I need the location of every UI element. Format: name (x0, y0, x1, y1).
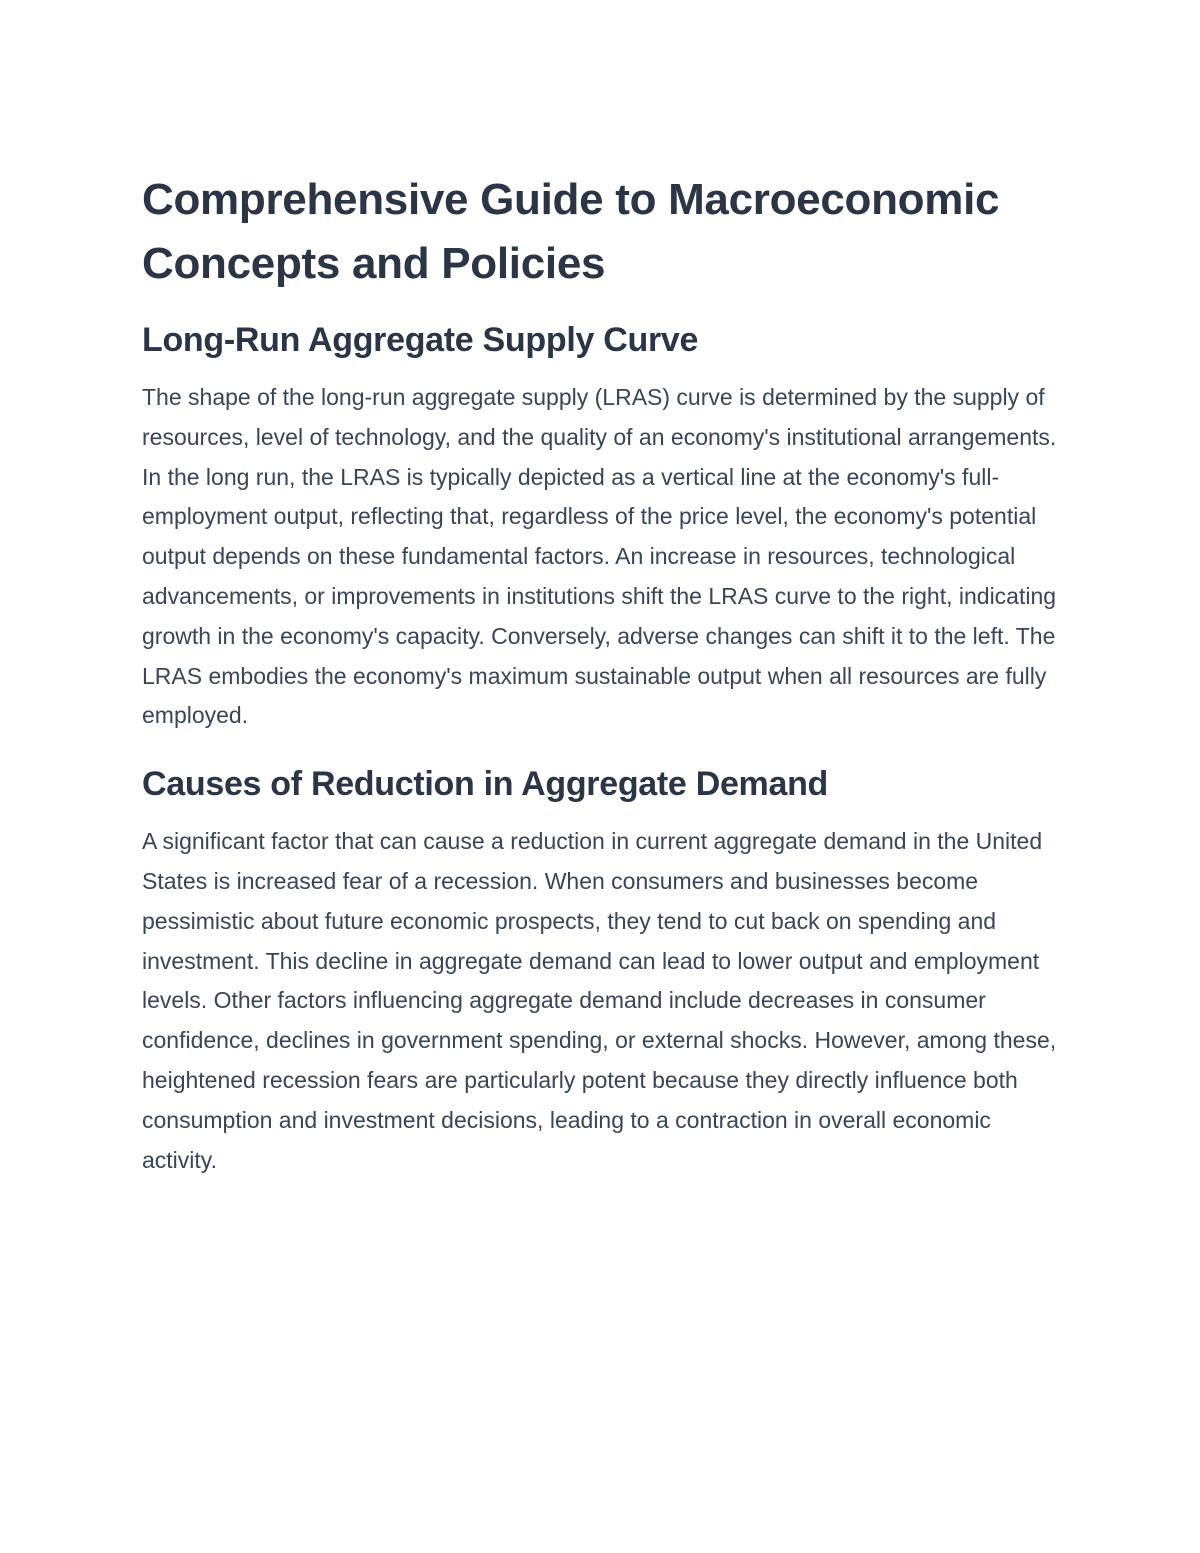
section-aggregate-demand (142, 762, 1062, 1180)
section-heading: Long-Run Aggregate Supply Curve (142, 321, 699, 359)
document-title: Comprehensive Guide to Macroeconomic Concepts and Policies (142, 175, 1000, 288)
section-body: A significant factor that can cause a reduction in current aggregate demand in the United States is increased fear of a recession. When consumers and businesses become pessimistic about future economic prospects, they tend to cut back on spending and investment. This decline in aggregate demand can lead to lower output and employment levels. Other factors influencing aggregate demand include decreases in consumer confidence, declines in government spending, or external shocks. However, among these, heightened recession fears are particularly potent because they directly influence both consumption and investment decisions, leading to a contraction in overall economic activity. (142, 828, 1057, 1173)
document-page (142, 168, 1062, 1206)
section-lras (142, 318, 1062, 736)
section-body: The shape of the long-run aggregate supply (LRAS) curve is determined by the supply of resources, level of technology, and the quality of an economy's institutional arrangements. In the long run, the LRAS is typically depicted as a vertical line at the economy's full-employment output, reflecting that, regardless of the price level, the economy's potential output depends on these fundamental factors. An increase in resources, technological advancements, or improvements in institutions shift the LRAS curve to the right, indicating growth in the economy's capacity. Conversely, adverse changes can shift it to the left. The LRAS embodies the economy's maximum sustainable output when all resources are fully employed. (142, 384, 1057, 729)
section-heading: Causes of Reduction in Aggregate Demand (142, 765, 829, 804)
